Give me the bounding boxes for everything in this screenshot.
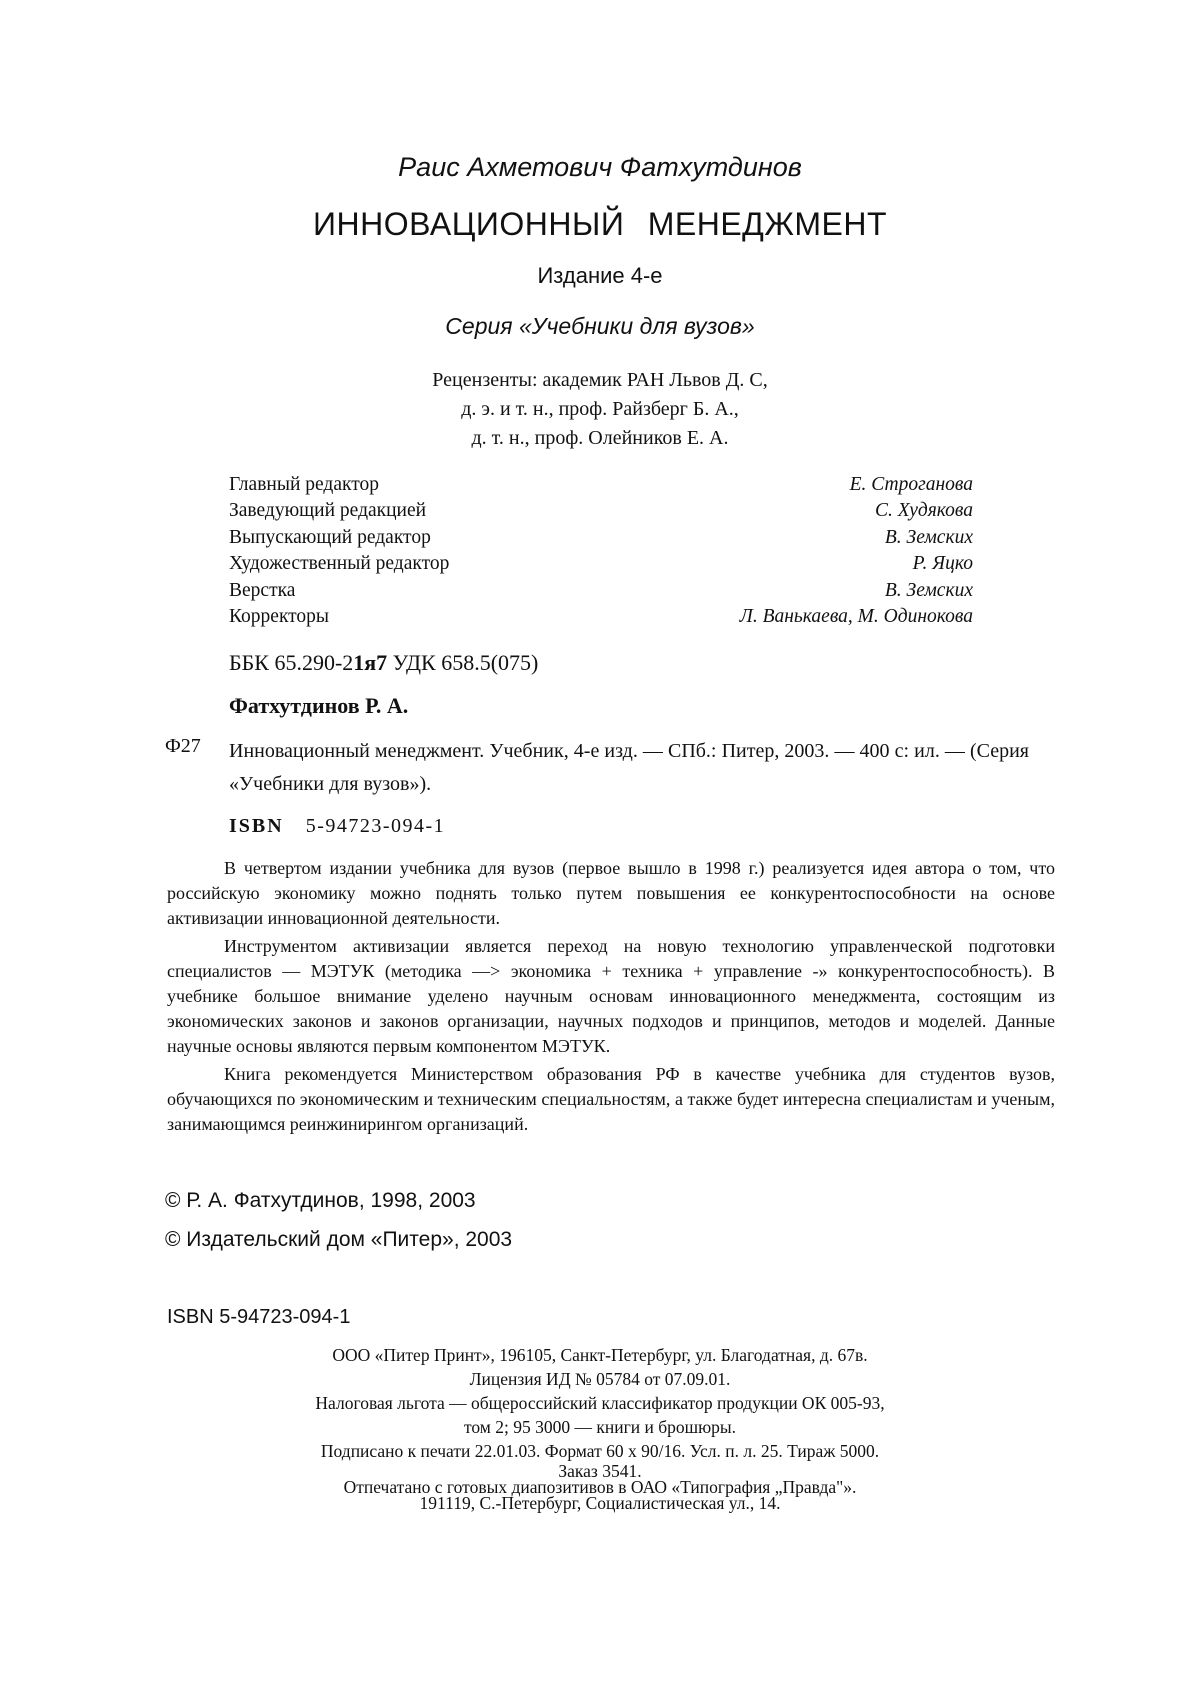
- copyright-author: © Р. А. Фатхутдинов, 1998, 2003: [165, 1189, 476, 1212]
- imprint-line: Лицензия ИД № 05784 от 07.09.01.: [469, 1369, 731, 1389]
- annotation: [167, 856, 1055, 1140]
- catalog-description: Инновационный менеджмент. Учебник, 4-е изд. — СПб.: Питер, 2003. — 400 с: ил. — (Серия «Учебники для вузов»).: [229, 740, 1029, 795]
- credit-person: Р. Яцко: [912, 553, 973, 575]
- credits-list: [229, 472, 973, 630]
- edition-label: Издание 4-е: [537, 263, 663, 288]
- bbk-udk-code: [229, 650, 538, 676]
- isbn-line: [229, 815, 445, 838]
- isbn-value: 5-94723-094-1: [305, 815, 446, 837]
- credit-person: С. Худякова: [874, 500, 973, 522]
- udk-code: УДК 658.5(075): [387, 650, 539, 675]
- bbk-bold-part: 1я7: [353, 650, 388, 675]
- credit-row: [229, 525, 973, 551]
- catalog-heading: Фатхутдинов Р. А.: [229, 693, 409, 718]
- credit-row: [229, 604, 973, 630]
- isbn-label: ISBN: [229, 815, 284, 837]
- credit-person: В. Земских: [884, 579, 973, 601]
- annotation-paragraph: Книга рекомендуется Министерством образования РФ в качестве учебника для студентов вузов, обучающихся по экономическим и техническим специальностям, а также будет интересна специалистам и ученым, занимающимся реинжинирингом организаций.: [167, 1064, 1055, 1134]
- credit-person: Л. Ванькаева, М. Одинокова: [739, 605, 973, 627]
- copyright-publisher: © Издательский дом «Питер», 2003: [165, 1228, 513, 1251]
- credit-person: В. Земских: [884, 526, 973, 548]
- imprint-line: Подписано к печати 22.01.03. Формат 60 x 90/16. Усл. п. л. 25. Тираж 5000.: [320, 1441, 880, 1461]
- isbn-bottom: ISBN 5-94723-094-1: [167, 1306, 351, 1328]
- author-mark: Ф27: [165, 735, 201, 757]
- series-label: Серия «Учебники для вузов»: [445, 313, 755, 339]
- imprint-line: том 2; 95 3000 — книги и брошюры.: [463, 1417, 737, 1437]
- annotation-paragraph: Инструментом активизации является переход на новую технологию управленческой подготовки специалистов — МЭТУК (методика —> экономика + техника + управление -» конкурентоспособность). В учебнике большое внимание уделено научным основам инновационного менеджмента, состоящим из экономических законов и законов организации, научных подходов и принципов, методов и моделей. Данные научные основы являются первым компонентом МЭТУК.: [167, 936, 1055, 1056]
- credit-role: Верстка: [229, 579, 296, 601]
- credit-role: Выпускающий редактор: [229, 526, 431, 548]
- credit-row: [229, 498, 973, 524]
- credit-role: Заведующий редакцией: [229, 500, 427, 522]
- imprint-line: 191119, С.-Петербург, Социалистическая ул., 14.: [419, 1493, 781, 1513]
- reviewer-line: Рецензенты: академик РАН Львов Д. С,: [432, 369, 768, 391]
- credit-role: Корректоры: [229, 605, 330, 627]
- imprint-line: ООО «Питер Принт», 196105, Санкт-Петербург, ул. Благодатная, д. 67в.: [332, 1345, 868, 1365]
- author-name: Раис Ахметович Фатхутдинов: [398, 152, 802, 182]
- imprint-line: Налоговая льгота — общероссийский классификатор продукции ОК 005-93,: [315, 1393, 885, 1413]
- annotation-paragraph: В четвертом издании учебника для вузов (первое вышло в 1998 г.) реализуется идея автора о том, что российскую экономику можно поднять только путем повышения ее конкурентоспособности на основе активизации инновационной деятельности.: [167, 858, 1055, 928]
- reviewer-line: д. т. н., проф. Олейников Е. А.: [471, 427, 729, 449]
- printing-imprint: [0, 1343, 1200, 1511]
- credit-role: Художественный редактор: [229, 553, 450, 575]
- credit-row: [229, 472, 973, 498]
- reviewers-block: [0, 366, 1200, 453]
- imprint-line: Заказ 3541.: [558, 1461, 642, 1481]
- credit-row: [229, 578, 973, 604]
- credit-row: [229, 551, 973, 577]
- imprint-line: Отпечатано с готовых диапозитивов в ОАО «Типография „Правда"».: [343, 1477, 857, 1497]
- book-title: ИННОВАЦИОННЫЙ МЕНЕДЖМЕНТ: [312, 206, 888, 242]
- reviewer-line: д. э. и т. н., проф. Райзберг Б. А.,: [461, 398, 739, 420]
- bbk-prefix: ББК 65.290-2: [229, 650, 354, 675]
- credit-role: Главный редактор: [229, 474, 379, 495]
- credit-person: Е. Строганова: [849, 474, 973, 495]
